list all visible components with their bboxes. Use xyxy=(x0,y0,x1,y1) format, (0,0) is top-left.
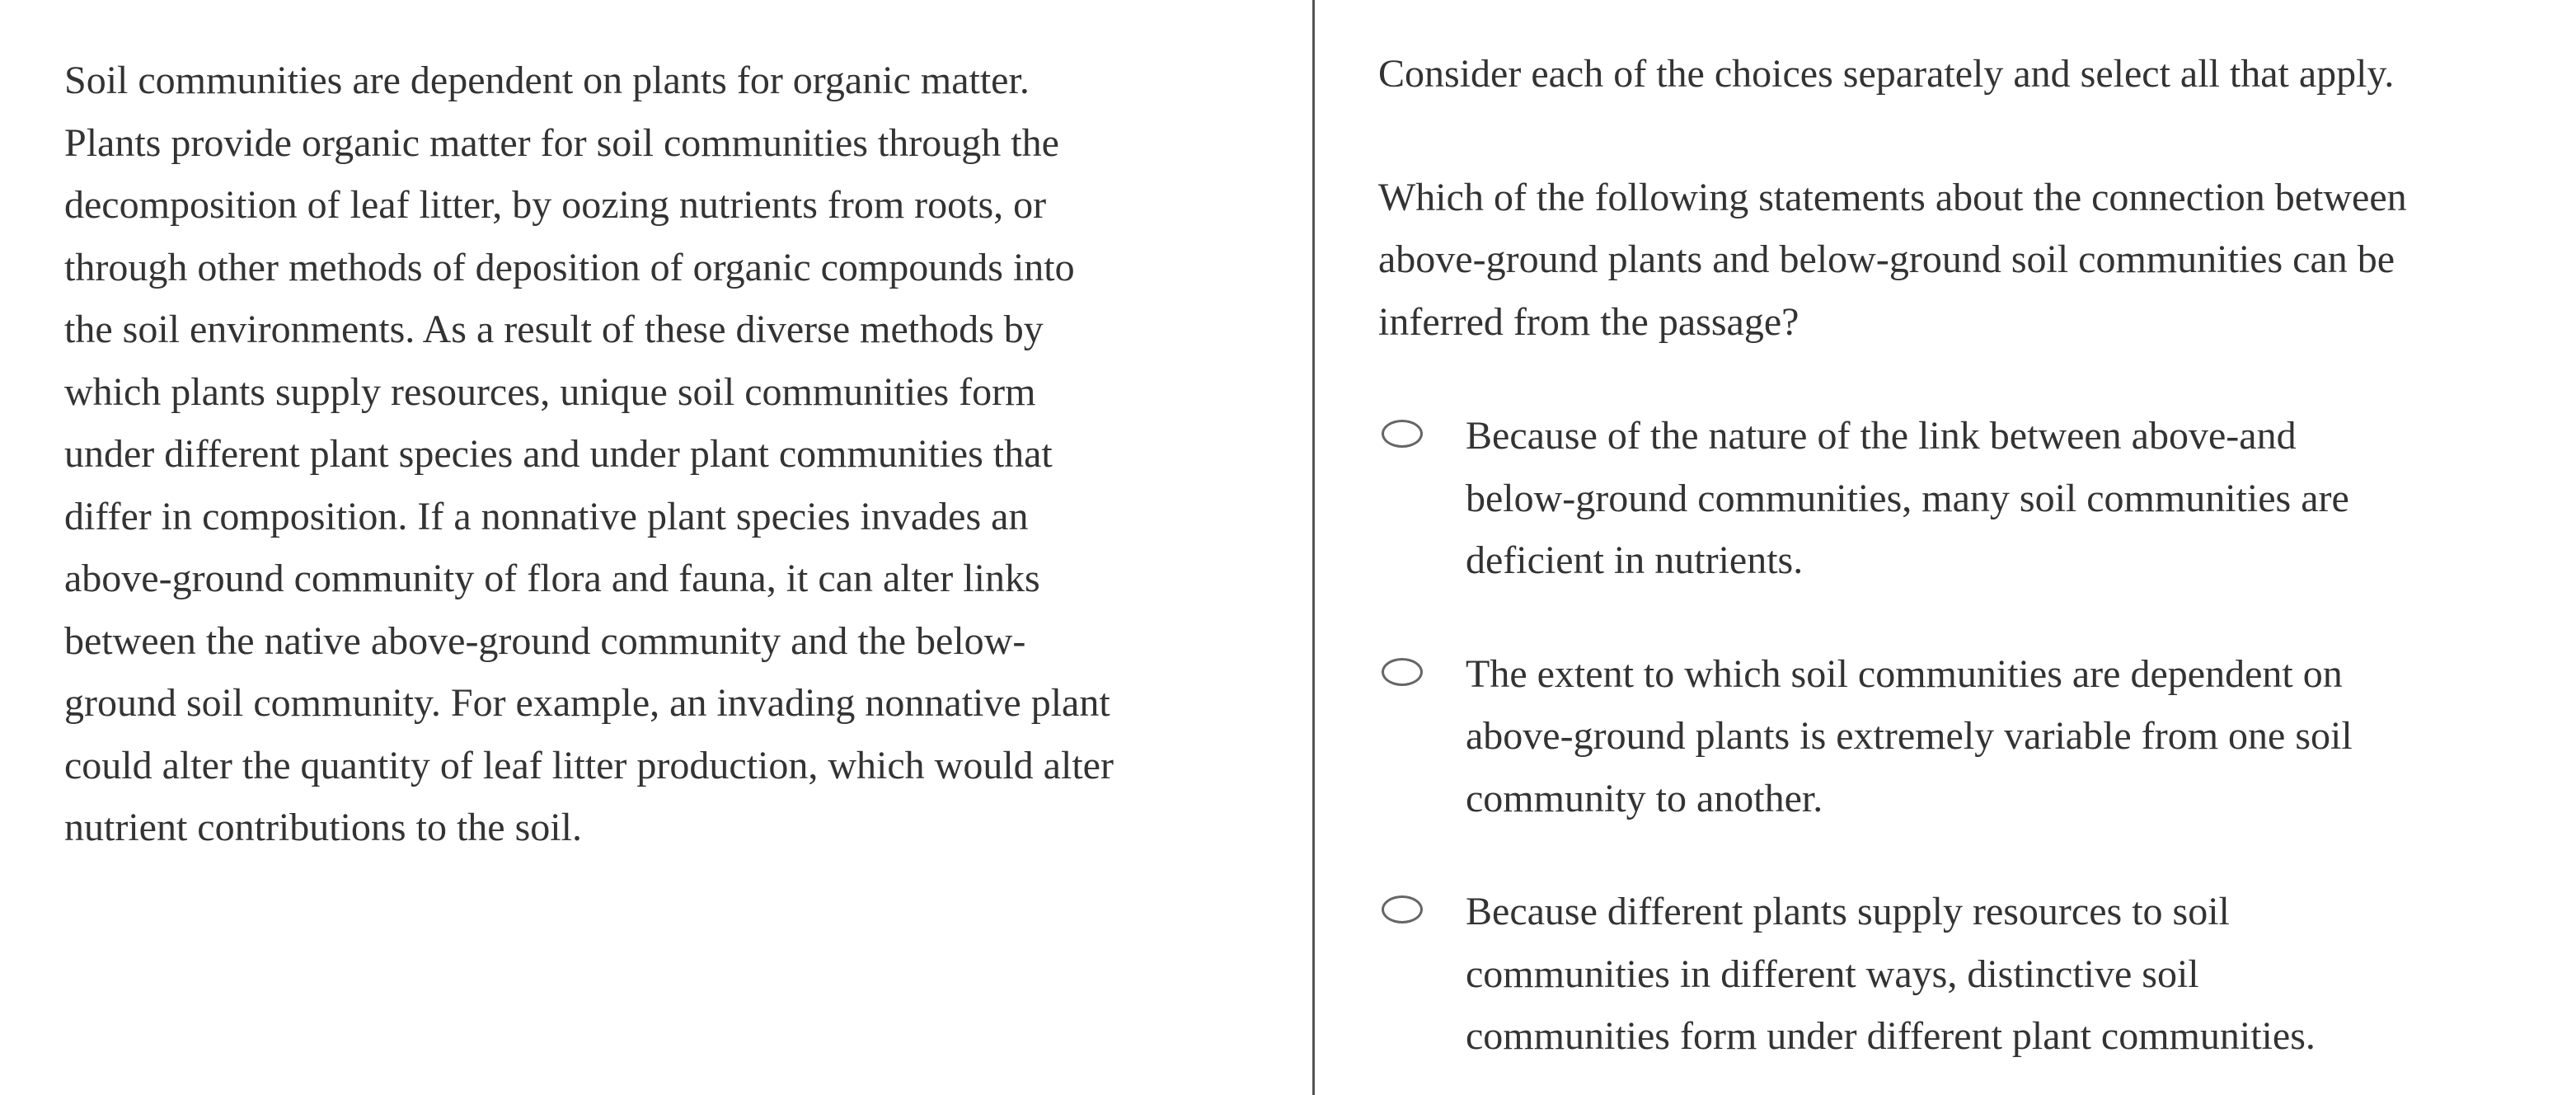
answer-choice-3[interactable] xyxy=(1378,881,2549,1068)
radio-button-icon[interactable] xyxy=(1382,895,1423,923)
question-instruction: Consider each of the choices separately and select all that apply. xyxy=(1378,52,2395,96)
reading-passage: Soil communities are dependent on plants for organic matter. Plants provide organic matter for soil communities through the decomposition of leaf litter, by oozing nutrients from roots, or through other methods of deposition of organic compounds into the soil environments. As a result of these diverse methods by which plants supply resources, unique soil communities form under different plant species and under plant communities that differ in composition. If a nonnative plant species invades an above-ground community of flora and fauna, it can alter links between the native above-ground community and the below- ground soil community. For example, an invading nonnative plant could alter the quantity of leaf litter production, which would alter nutrient contributions to the soil. xyxy=(64,59,1114,849)
question-pane xyxy=(1378,43,2549,1068)
answer-choice-1[interactable] xyxy=(1378,405,2549,592)
answer-choice-2[interactable] xyxy=(1378,643,2549,830)
answer-choice-text: Because different plants supply resources to soil communities in different ways, distinctive soil communities form under different plant communities. xyxy=(1466,890,2316,1058)
question-prompt: Which of the following statements about the connection between above-ground plants and below-ground soil communities can be inferred from the passage? xyxy=(1378,175,2407,344)
answer-choice-text: Because of the nature of the link between above-and below-ground communities, many soil communities are deficient in nutrients. xyxy=(1466,414,2349,582)
pane-divider xyxy=(1312,0,1315,1095)
radio-button-icon[interactable] xyxy=(1382,658,1423,686)
answer-choice-text: The extent to which soil communities are dependent on above-ground plants is extremely variable from one soil community to another. xyxy=(1466,651,2353,820)
answer-choices xyxy=(1378,405,2549,1068)
radio-button-icon[interactable] xyxy=(1382,420,1423,448)
